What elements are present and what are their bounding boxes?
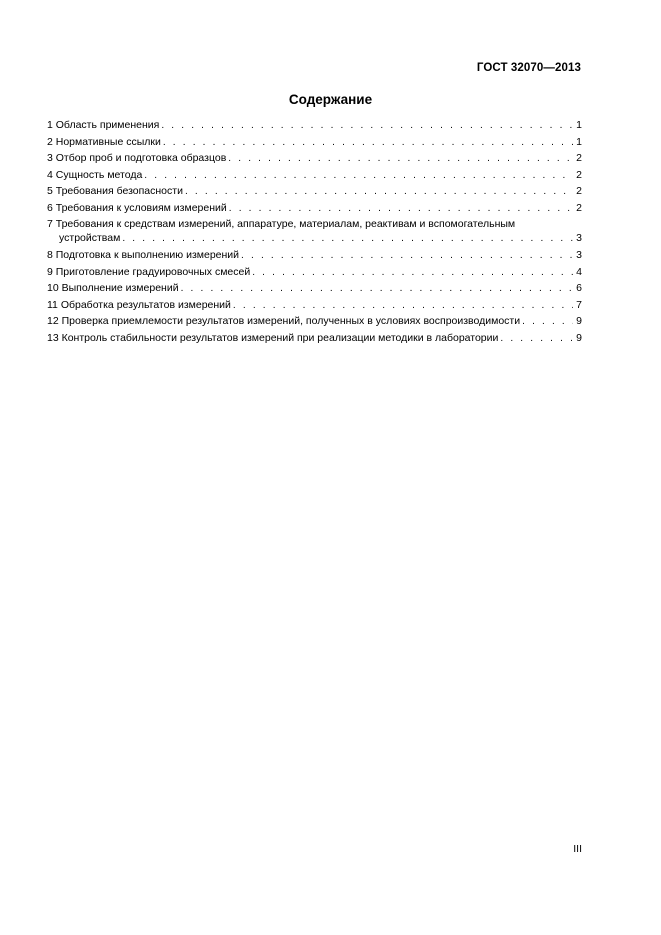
- toc-entry-text: 12 Проверка приемлемости результатов измерений, полученных в условиях воспроизводимости: [47, 315, 521, 327]
- toc-entry-text: 10 Выполнение измерений: [47, 282, 179, 294]
- toc-leader-dots: [228, 151, 573, 166]
- toc-entry-text: 11 Обработка результатов измерений: [47, 298, 231, 311]
- toc-entry[interactable]: [47, 248, 582, 265]
- toc-entry-page: 2: [576, 185, 582, 197]
- toc-leader-dots: [233, 298, 573, 313]
- toc-entry-text: 5 Требования безопасности: [47, 185, 183, 197]
- toc-entry-page: 2: [576, 152, 582, 164]
- toc-entry-page: 3: [576, 232, 582, 244]
- toc-entry-page: 2: [576, 168, 582, 181]
- toc-entry-text: 9 Приготовление градуировочных смесей: [47, 265, 251, 278]
- toc-entry[interactable]: [47, 184, 582, 201]
- toc-entry[interactable]: [47, 265, 582, 282]
- toc-entry-page: 6: [576, 282, 582, 294]
- toc-leader-dots: [122, 231, 573, 246]
- toc-entry-page: 1: [576, 135, 582, 148]
- toc-leader-dots: [229, 201, 573, 216]
- toc-entry[interactable]: [47, 314, 582, 331]
- table-of-contents: [47, 118, 582, 347]
- toc-entry-text: 4 Сущность метода: [47, 168, 143, 181]
- toc-entry-text: 2 Нормативные ссылки: [47, 135, 161, 148]
- toc-entry-page: 9: [576, 315, 582, 327]
- toc-entry-page: 9: [576, 331, 582, 344]
- toc-leader-dots: [252, 265, 573, 280]
- toc-entry[interactable]: [47, 135, 582, 152]
- toc-entry-page: 7: [576, 298, 582, 311]
- toc-entry-text-continuation: устройствам: [59, 232, 121, 244]
- toc-entry[interactable]: [47, 168, 582, 185]
- toc-leader-dots: [522, 314, 573, 329]
- page-number: III: [573, 843, 582, 855]
- toc-entry[interactable]: [47, 201, 582, 218]
- toc-entry-page: 1: [576, 119, 582, 131]
- toc-entry[interactable]: [47, 331, 582, 348]
- toc-entry-text: 7 Требования к средствам измерений, аппаратуре, материалам, реактивам и вспомогательным: [47, 218, 516, 230]
- toc-leader-dots: [161, 118, 573, 133]
- toc-entry-text: 1 Область применения: [47, 119, 160, 131]
- toc-entry-page: 2: [576, 201, 582, 214]
- toc-title: Содержание: [288, 92, 373, 107]
- toc-leader-dots: [181, 281, 573, 296]
- toc-entry-page: 4: [576, 265, 582, 278]
- toc-entry-text: 3 Отбор проб и подготовка образцов: [47, 152, 227, 164]
- toc-entry-text: 13 Контроль стабильности результатов измерений при реализации методики в лаборатории: [47, 331, 499, 344]
- toc-leader-dots: [500, 331, 573, 346]
- toc-entry-text: 6 Требования к условиям измерений: [47, 201, 227, 214]
- toc-leader-dots: [241, 248, 573, 263]
- toc-entry[interactable]: [47, 118, 582, 135]
- toc-leader-dots: [144, 168, 573, 183]
- toc-leader-dots: [185, 184, 573, 199]
- toc-entry[interactable]: [47, 298, 582, 315]
- toc-entry-page: 3: [576, 249, 582, 261]
- toc-entry[interactable]: [47, 151, 582, 168]
- toc-entry[interactable]: [47, 217, 582, 248]
- toc-leader-dots: [163, 135, 573, 150]
- toc-entry-text: 8 Подготовка к выполнению измерений: [47, 249, 240, 261]
- toc-entry[interactable]: [47, 281, 582, 298]
- document-number: ГОСТ 32070—2013: [476, 62, 581, 74]
